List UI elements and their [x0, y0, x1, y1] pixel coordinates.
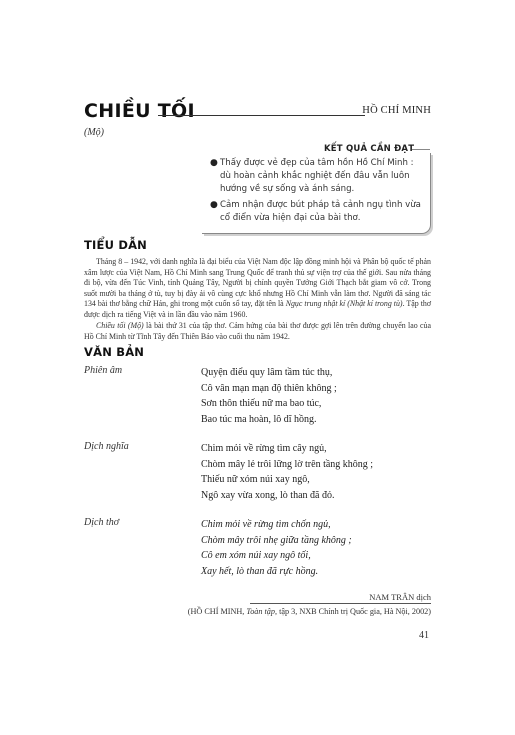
results-heading-divider [412, 149, 430, 150]
intro-paragraph-1-text: Tháng 8 – 1942, với danh nghĩa là đại biểu của Việt Nam độc lập đồng minh hội và Phân bộ quốc tế phản xâm lược của Việt Nam, Hồ Chí Minh sang Trung Quốc để tranh thủ sự viện trợ của thế giới. Sau nửa tháng đi bộ, vừa đến Túc Vinh, tỉnh Quảng Tây, Người bị chính quyền Tưởng Giới Thạch bắt giam vô cớ. Trong suốt mười ba tháng ở tù, tuy bị đày ải vô cùng cực khổ nhưng Hồ Chí Minh vẫn làm thơ. Người đã sáng tác 134 bài thơ bằng chữ Hán, ghi trong một cuốn sổ tay, đặt tên là [84, 257, 431, 309]
verse-label: Dịch nghĩa [84, 441, 129, 452]
title-row [84, 100, 431, 122]
verse-line: Chòm mây trôi nhẹ giữa tầng không ; [201, 534, 352, 546]
verse-label: Phiên âm [84, 365, 123, 376]
verse-line: Cô vân mạn mạn độ thiên không ; [201, 382, 337, 394]
author-name: HỒ CHÍ MINH [362, 105, 431, 116]
results-item [210, 157, 424, 196]
source-suffix: , tập 3, NXB Chính trị Quốc gia, Hà Nội, 2002) [275, 607, 431, 616]
verse-line: Cô em xóm núi xay ngô tối, [201, 550, 311, 562]
verse-lines [201, 517, 352, 579]
intro-paragraph-1 [84, 257, 431, 321]
lesson-title: CHIỀU TỐI [84, 100, 195, 122]
results-item [210, 199, 424, 225]
source-divider [250, 603, 431, 604]
verse-lines [201, 441, 373, 503]
source-title: Toàn tập [246, 607, 275, 616]
verse-line: Chim mỏi về rừng tìm cây ngủ, [201, 443, 327, 454]
collection-title: Ngục trung nhật kí (Nhật kí trong tù) [285, 299, 403, 309]
page-number: 41 [419, 630, 429, 641]
intro-heading: TIỂU DẪN [84, 238, 147, 252]
verse-line: Chim mỏi về rừng tìm chốn ngủ, [201, 519, 331, 530]
intro-paragraph-2 [84, 321, 431, 342]
bullet-icon: ● [210, 158, 218, 168]
results-item-text: Cảm nhận được bút pháp tả cảnh ngụ tình vừa cổ điển vừa hiện đại của bài thơ. [220, 200, 421, 223]
verse-lines [201, 365, 337, 427]
results-list [202, 153, 430, 225]
translator-credit: NAM TRÂN dịch [369, 592, 431, 602]
text-section-heading: VĂN BẢN [84, 345, 145, 359]
bullet-icon: ● [210, 200, 218, 210]
verse-line: Ngô xay vừa xong, lò than đã đỏ. [201, 489, 335, 501]
results-box [202, 153, 431, 234]
results-heading: KẾT QUẢ CẦN ĐẠT [324, 144, 415, 154]
verse-label: Dịch thơ [84, 517, 120, 528]
verse-line: Xay hết, lò than đã rực hồng. [201, 565, 319, 577]
verse-line: Thiếu nữ xóm núi xay ngô, [201, 474, 310, 486]
verse-line: Bao túc ma hoàn, lô dĩ hồng. [201, 413, 317, 425]
results-item-text: Thấy được vẻ đẹp của tâm hồn Hồ Chí Minh : dù hoàn cảnh khắc nghiệt đến đâu vẫn luôn hướng về sự sống và ánh sáng. [220, 158, 414, 194]
verse-line: Chòm mây lẻ trôi lững lờ trên tầng không ; [201, 458, 374, 470]
lesson-subtitle: (Mộ) [84, 127, 104, 138]
verse-line: Quyện điểu quy lâm tầm túc thụ, [201, 367, 333, 378]
poem-title-ref: Chiều tối (Mộ) [96, 321, 144, 330]
source-prefix: (HỒ CHÍ MINH, [187, 607, 247, 616]
verse-line: Sơn thôn thiếu nữ ma bao túc, [201, 398, 322, 410]
title-divider [158, 115, 365, 116]
intro-paragraph-1-end: . Tập thơ được dịch ra tiếng Việt và in lần đầu vào năm 1960. [84, 299, 432, 319]
source-citation [188, 607, 431, 616]
intro-paragraph-2-text: là bài thứ 31 của tập thơ. Cảm hứng của bài thơ được gợi lên trên đường chuyển lao của Hồ Chí Minh từ Tĩnh Tây đến Thiên Bảo vào cuối thu năm 1942. [84, 321, 431, 341]
